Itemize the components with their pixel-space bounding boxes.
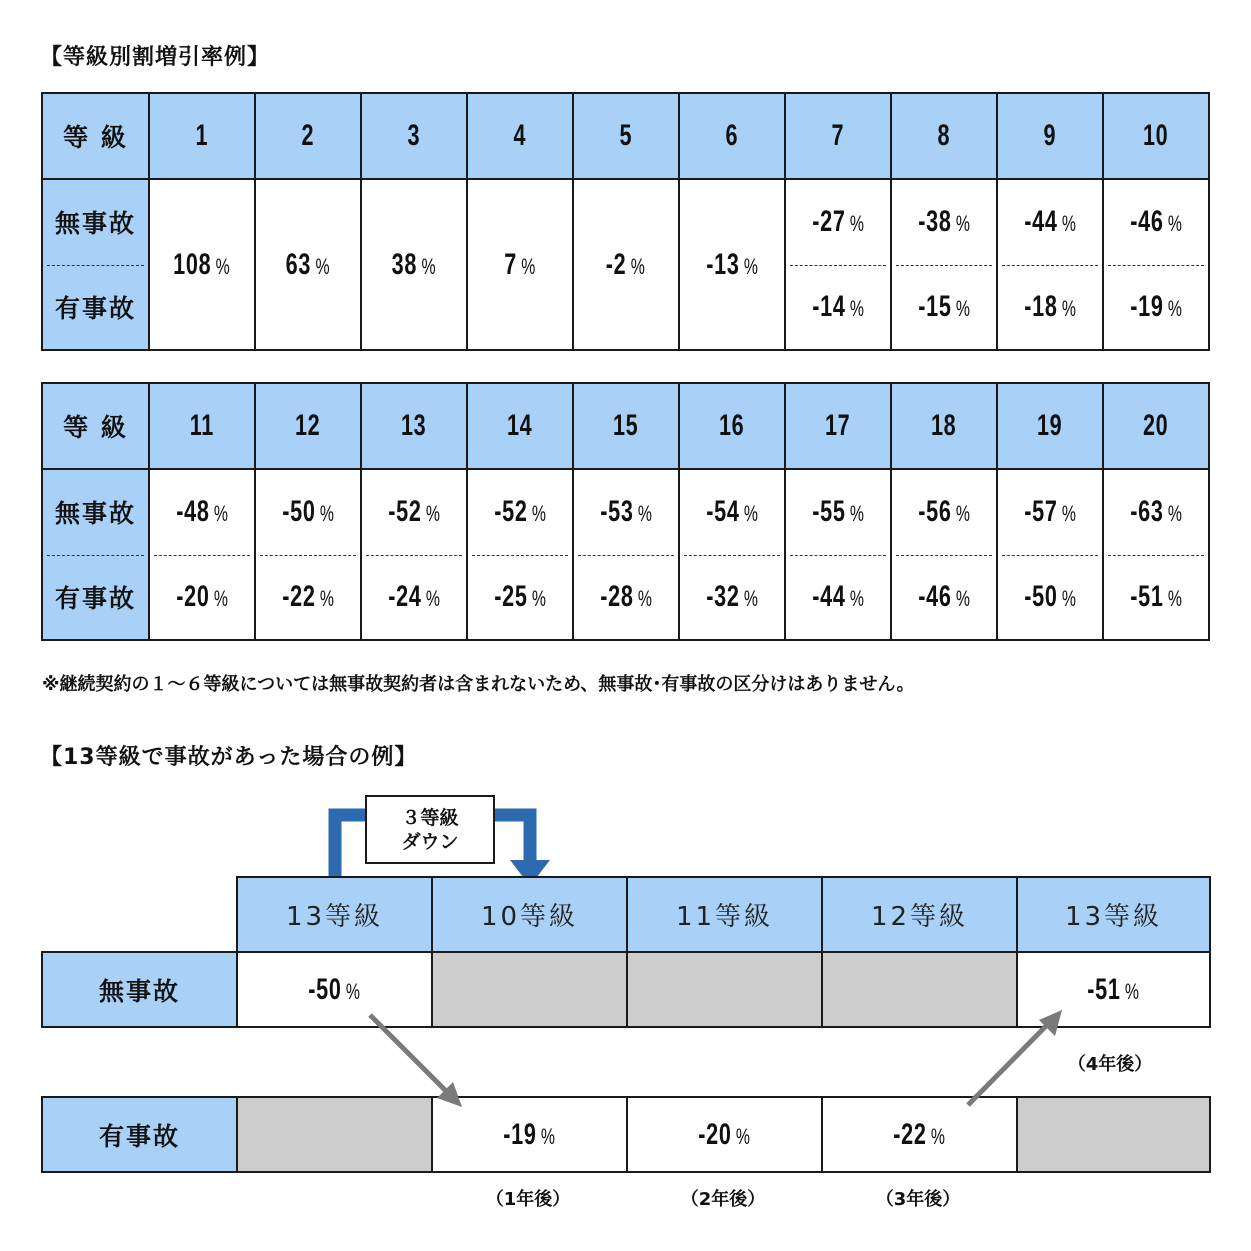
percent-sign: %	[1061, 211, 1077, 237]
value-text: -53	[599, 495, 634, 529]
percent-sign: %	[531, 585, 547, 611]
value-text: -52	[387, 495, 422, 529]
percent-sign: %	[1124, 978, 1140, 1004]
percent-sign: %	[743, 253, 759, 279]
percent-sign: %	[849, 295, 865, 321]
value-text: -20	[698, 1117, 732, 1151]
percent-sign: %	[1167, 211, 1183, 237]
percent-sign: %	[213, 585, 229, 611]
percent-sign: %	[743, 501, 759, 527]
accident-label: 有事故	[54, 293, 136, 323]
value-text: -44	[1023, 205, 1058, 239]
percent-sign: %	[1167, 295, 1183, 321]
percent-sign: %	[1061, 501, 1077, 527]
percent-sign: %	[631, 253, 646, 279]
grade-number: 2	[301, 119, 315, 152]
value-text: -2	[606, 247, 627, 281]
grade-number: 13	[401, 409, 427, 442]
value-text: -20	[175, 579, 210, 613]
value-text: -51	[1129, 579, 1164, 613]
value-text: -55	[811, 495, 846, 529]
value-text: -48	[175, 495, 210, 529]
value-text: -19	[1129, 289, 1164, 323]
value-text: -28	[599, 579, 634, 613]
grade-number: 8	[937, 119, 951, 152]
grade-number: 1	[195, 119, 209, 152]
example-grade-text: 13等級	[285, 902, 384, 932]
value-text: -44	[811, 579, 846, 613]
section2-title: 【13等級で事故があった場合の例】	[40, 745, 418, 770]
value-text: -24	[387, 579, 422, 613]
percent-sign: %	[743, 585, 759, 611]
grade-number: 19	[1037, 409, 1063, 442]
grade-number: 11	[189, 409, 215, 442]
year-label: （1年後）	[485, 1189, 571, 1210]
value-text: -57	[1023, 495, 1058, 529]
percent-sign: %	[213, 501, 229, 527]
percent-sign: %	[425, 585, 441, 611]
grade-number: 7	[831, 119, 845, 152]
percent-sign: %	[1167, 585, 1183, 611]
no-accident-label: 無事故	[54, 209, 136, 239]
grade-down-text-1: ３等級	[401, 806, 459, 829]
grade-number: 18	[931, 409, 957, 442]
percent-sign: %	[1167, 501, 1183, 527]
value-text: -22	[281, 579, 316, 613]
grade-number: 12	[295, 409, 321, 442]
value-text: -25	[493, 579, 528, 613]
percent-sign: %	[319, 501, 335, 527]
value-text: -18	[1023, 289, 1058, 323]
grade-number: 14	[507, 409, 533, 442]
grade-number: 15	[613, 409, 639, 442]
percent-sign: %	[319, 585, 335, 611]
percent-sign: %	[849, 501, 865, 527]
percent-sign: %	[637, 501, 653, 527]
value-text: -14	[811, 289, 846, 323]
value-text: -38	[917, 205, 952, 239]
value-text: -15	[917, 289, 952, 323]
value-text: 7	[504, 247, 517, 281]
percent-sign: %	[849, 211, 865, 237]
value-text: -27	[811, 205, 846, 239]
example-grade-text: 13等級	[1064, 902, 1163, 932]
grade-number: 6	[725, 119, 739, 152]
percent-sign: %	[955, 501, 971, 527]
value-text: -51	[1087, 972, 1121, 1006]
value-text: -22	[893, 1117, 927, 1151]
grade-number: 17	[825, 409, 851, 442]
value-text: -56	[917, 495, 952, 529]
example-grade-text: 11等級	[675, 902, 774, 932]
value-text: -19	[503, 1117, 537, 1151]
grade-number: 9	[1043, 119, 1057, 152]
percent-sign: %	[955, 211, 971, 237]
percent-sign: %	[215, 253, 231, 279]
value-text: -46	[1129, 205, 1164, 239]
example-no-accident-label: 無事故	[41, 951, 238, 1028]
percent-sign: %	[735, 1123, 751, 1149]
percent-sign: %	[315, 253, 331, 279]
percent-sign: %	[930, 1123, 946, 1149]
percent-sign: %	[521, 253, 536, 279]
grade-number: 3	[407, 119, 421, 152]
grade-number: 4	[513, 119, 527, 152]
value-text: -54	[705, 495, 740, 529]
section1-title: 【等級別割増引率例】	[40, 45, 271, 70]
percent-sign: %	[955, 585, 971, 611]
percent-sign: %	[540, 1123, 556, 1149]
value-text: 63	[285, 247, 312, 281]
percent-sign: %	[637, 585, 653, 611]
grade-number: 10	[1143, 119, 1169, 152]
grade-number: 5	[619, 119, 633, 152]
year-label: （2年後）	[680, 1189, 766, 1210]
grade-number: 16	[719, 409, 745, 442]
percent-sign: %	[1061, 585, 1077, 611]
value-text: -46	[917, 579, 952, 613]
table1-grade-header: 等 級	[41, 92, 150, 180]
example-grade-text: 10等級	[480, 902, 579, 932]
value-text: -50	[1023, 579, 1058, 613]
value-text: -63	[1129, 495, 1164, 529]
value-text: 38	[391, 247, 418, 281]
grade-down-text-2: ダウン	[401, 830, 459, 853]
value-text: -32	[705, 579, 740, 613]
percent-sign: %	[421, 253, 437, 279]
value-text: 108	[173, 247, 212, 281]
arrow-down-to-accident	[370, 1015, 450, 1095]
percent-sign: %	[1061, 295, 1077, 321]
year-label: （4年後）	[1067, 1054, 1153, 1075]
value-text: -50	[281, 495, 316, 529]
example-grade-text: 12等級	[870, 902, 969, 932]
accident-label: 有事故	[54, 583, 136, 613]
no-accident-label: 無事故	[54, 499, 136, 529]
percent-sign: %	[425, 501, 441, 527]
percent-sign: %	[345, 978, 361, 1004]
percent-sign: %	[849, 585, 865, 611]
percent-sign: %	[531, 501, 547, 527]
example-accident-label: 有事故	[41, 1096, 238, 1173]
table2-grade-header: 等 級	[41, 382, 150, 470]
year-label: （3年後）	[875, 1189, 961, 1210]
value-text: -50	[308, 972, 342, 1006]
value-text: -13	[705, 247, 740, 281]
footnote: ※継続契約の１～６等級については無事故契約者は含まれないため、無事故･有事故の区分けはありません。	[42, 674, 915, 695]
value-text: -52	[493, 495, 528, 529]
percent-sign: %	[955, 295, 971, 321]
grade-number: 20	[1143, 409, 1169, 442]
